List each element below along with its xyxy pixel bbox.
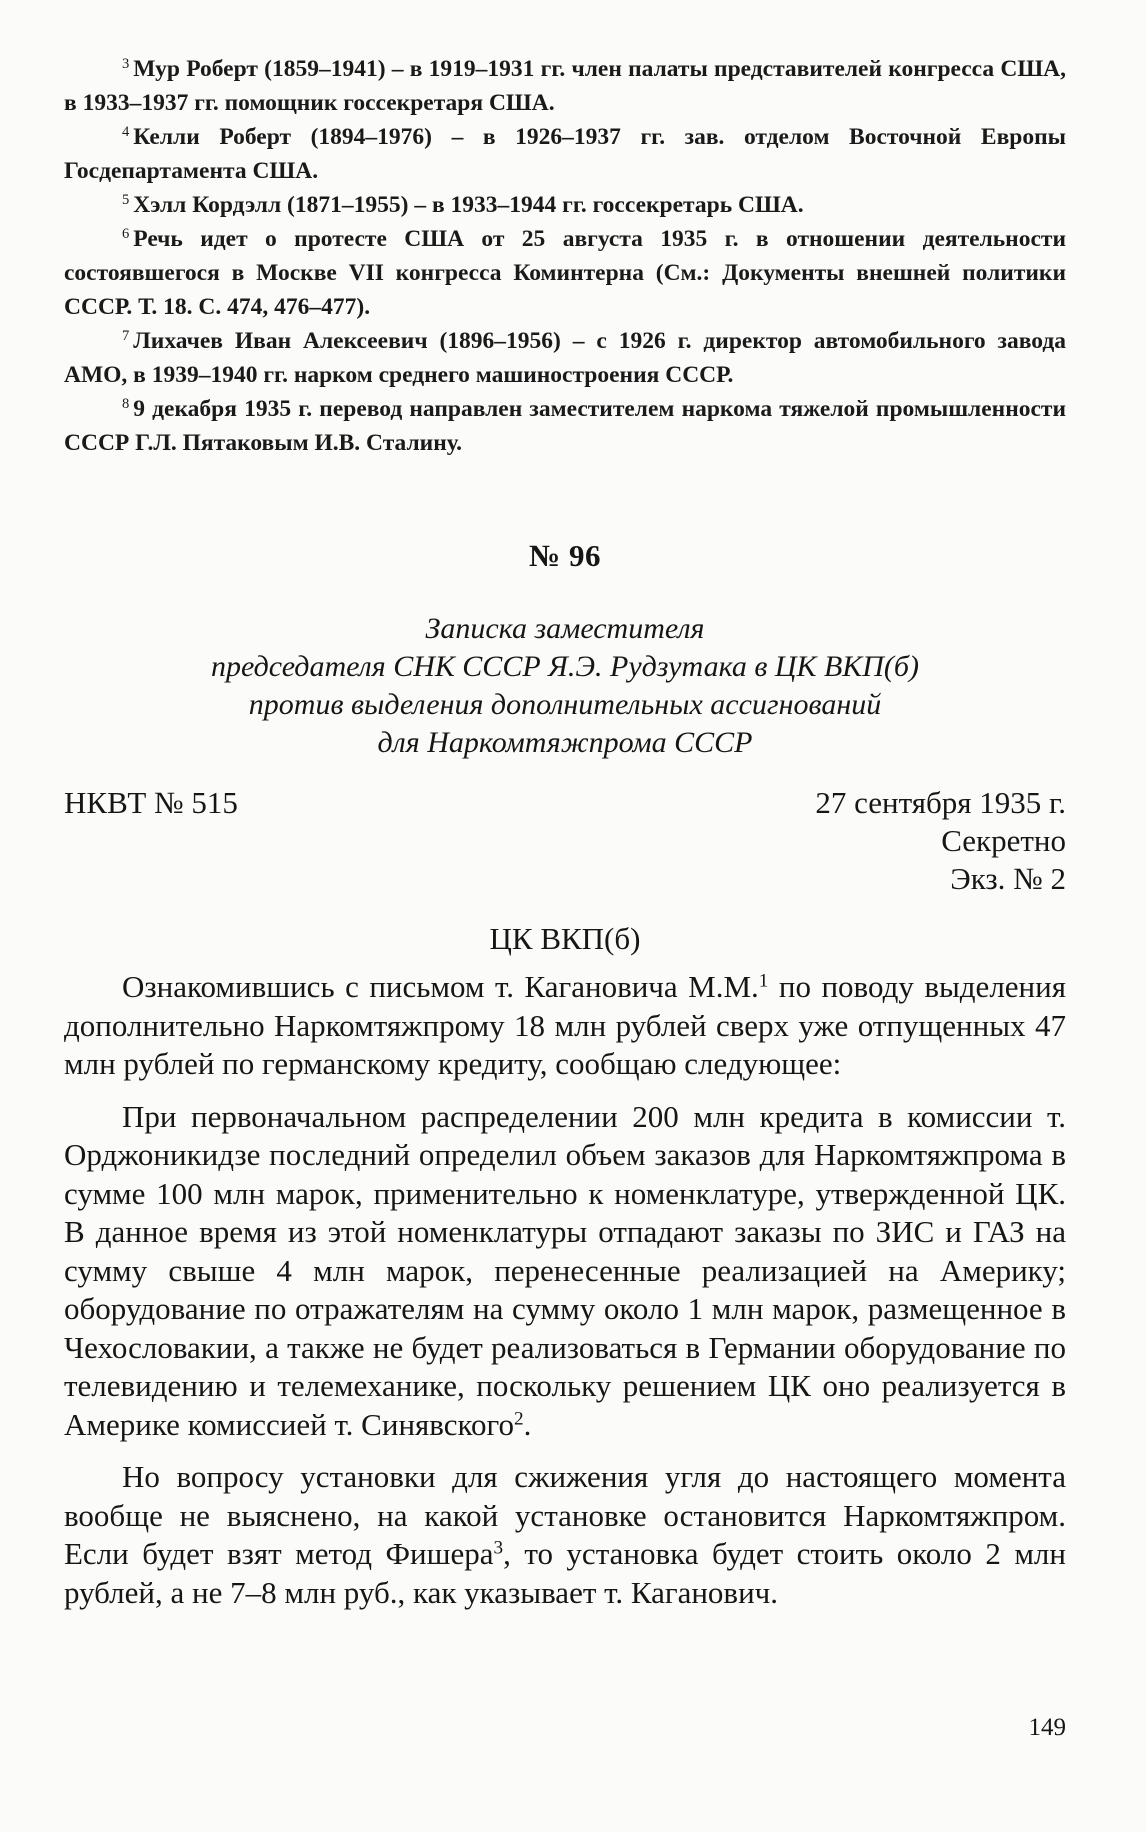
document-body — [64, 968, 1066, 1612]
copy-number: Экз. № 2 — [950, 861, 1066, 896]
footnotes — [64, 52, 1066, 460]
title-line: против выделения дополнительных ассигнований — [248, 688, 882, 721]
footnote — [64, 392, 1066, 460]
footnote-ref: 3 — [493, 1537, 504, 1559]
paragraph-text: При первоначальном распределении 200 млн кредита в комиссии т. Орджоникидзе последний определил объем заказов для Наркомтяжпрома в сумме 100 млн марок, применительно к номенклатуре, утвержденной ЦК. В данное время из этой номенклатуры отпадают заказы по ЗИС и ГАЗ на сумму свыше 4 млн марок, перенесенные реализацией на Америку; оборудование по отражателям на сумму около 1 млн марок, размещенное в Чехословакии, а также не будет реализоваться в Германии оборудование по телевидению и телемеханике, поскольку решением ЦК оно реализуется в Америке комиссией т. Синявского — [64, 1098, 1066, 1442]
footnote-text: 9 декабря 1935 г. перевод направлен заместителем наркома тяжелой промышленности СССР Г.Л. Пятаковым И.В. Сталину. — [64, 396, 1066, 456]
footnote-number: 4 — [122, 124, 130, 140]
paragraph — [64, 1458, 1066, 1612]
document-number: № 96 — [529, 538, 601, 573]
paragraph — [64, 1098, 1066, 1445]
paragraph — [64, 968, 1066, 1084]
title-line: для Наркомтяжпрома СССР — [377, 726, 753, 759]
document-reference: НКВТ № 515 — [64, 785, 238, 820]
addressee: ЦК ВКП(б) — [489, 921, 641, 956]
footnote-text: Лихачев Иван Алексеевич (1896–1956) – с 1926 г. директор автомобильного завода АМО, в 1939–1940 гг. нарком среднего машиностроения СССР. — [64, 328, 1066, 388]
document-title — [64, 610, 1066, 762]
footnote — [64, 52, 1066, 120]
footnote-text: Мур Роберт (1859–1941) – в 1919–1931 гг. член палаты представителей конгресса США, в 1933–1937 гг. помощник госсекретаря США. — [64, 56, 1066, 116]
footnote — [64, 324, 1066, 392]
footnote-text: Хэлл Кордэлл (1871–1955) – в 1933–1944 гг. госсекретарь США. — [133, 192, 804, 218]
footnote — [64, 222, 1066, 324]
footnote-ref: 2 — [513, 1407, 524, 1429]
title-line: Записка заместителя — [425, 612, 705, 645]
page-content — [64, 52, 1066, 1626]
secrecy-stamp: Секретно — [941, 823, 1066, 858]
document-meta — [64, 784, 1066, 822]
footnote — [64, 120, 1066, 188]
footnote-number: 5 — [122, 192, 130, 208]
document-date: 27 сентября 1935 г. — [815, 785, 1066, 820]
footnote-number: 6 — [122, 226, 130, 242]
paragraph-text: Ознакомившись с письмом т. Кагановича М.М. — [122, 969, 759, 1004]
paragraph-text: , то установка будет стоить около 2 млн рублей, а не 7–8 млн руб., как указывает т. Каганович. — [64, 1536, 1066, 1610]
paragraph-text: по поводу выделения дополнительно Наркомтяжпрому 18 млн рублей сверх уже отпущенных 47 млн рублей по германскому кредиту, сообщаю следующее: — [64, 969, 1066, 1081]
paragraph-text: . — [523, 1406, 532, 1442]
footnote-ref: 1 — [758, 970, 769, 992]
paragraph-text: Но вопросу установки для сжижения угля до настоящего момента вообще не выяснено, на какой установке остановится Наркомтяжпром. Если будет взят метод Фишера — [64, 1459, 1066, 1571]
footnote-number: 7 — [122, 328, 130, 344]
footnote — [64, 188, 1066, 222]
footnote-number: 8 — [122, 396, 130, 412]
footnote-text: Келли Роберт (1894–1976) – в 1926–1937 гг. зав. отделом Восточной Европы Госдепартамента США. — [64, 124, 1066, 184]
footnote-text: Речь идет о протесте США от 25 августа 1935 г. в отношении деятельности состоявшегося в Москве VII конгресса Коминтерна (См.: Документы внешней политики СССР. Т. 18. С. 474, 476–477). — [64, 226, 1066, 320]
title-line: председателя СНК СССР Я.Э. Рудзутака в ЦК ВКП(б) — [211, 650, 919, 683]
footnote-number: 3 — [122, 56, 130, 72]
page-number: 149 — [1028, 1714, 1066, 1741]
